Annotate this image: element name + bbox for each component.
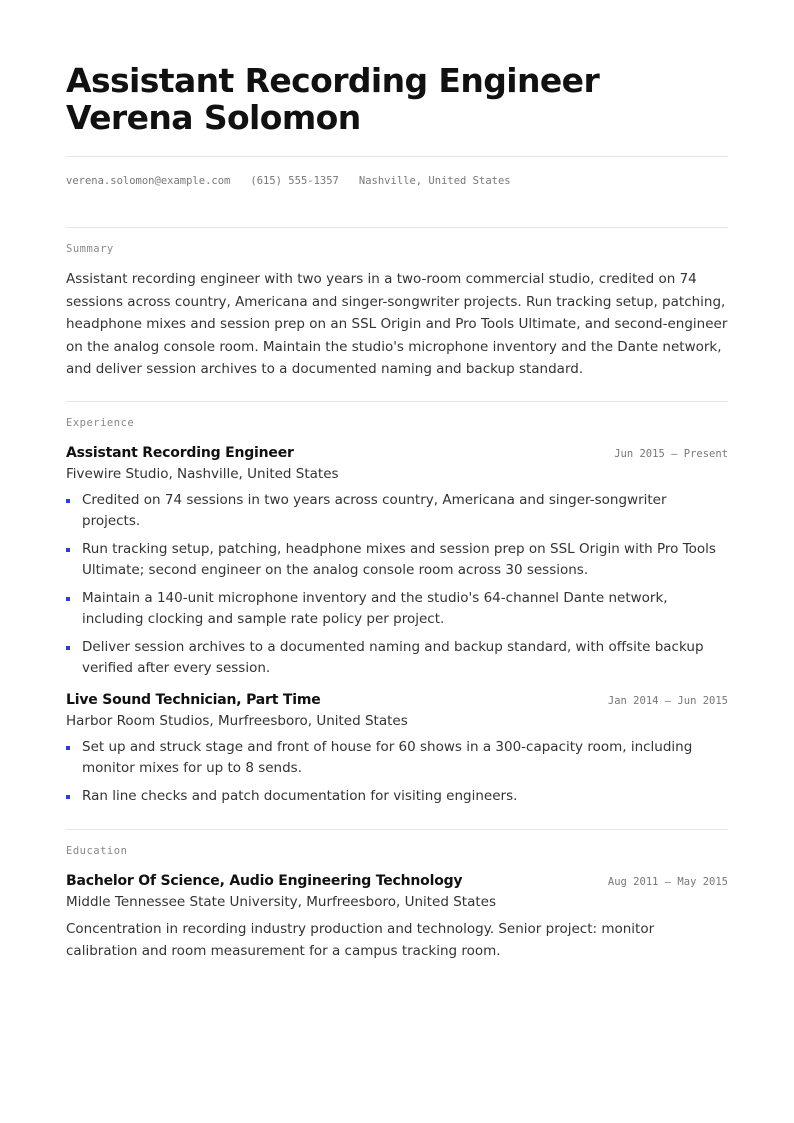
- education-entry: [66, 873, 728, 962]
- bullet-text: Ran line checks and patch documentation for visiting engineers.: [82, 787, 518, 804]
- experience-section: [66, 417, 728, 808]
- bullet-item: [66, 539, 728, 582]
- bullet-text: Deliver session archives to a documented naming and backup standard, with offsite backup verified after every session.: [82, 638, 704, 676]
- divider: [66, 227, 728, 228]
- job-employer: Fivewire Studio, Nashville, United States: [66, 465, 339, 482]
- bullet-item: [66, 737, 728, 780]
- job-header: [66, 692, 728, 708]
- bullet-marker-icon: [66, 746, 70, 750]
- bullet-text: Run tracking setup, patching, headphone mixes and session prep on SSL Origin with Pro Tools Ultimate; second engineer on the analog console room across 30 sessions.: [82, 540, 716, 578]
- page-title: Assistant Recording Engineer Verena Solomon: [66, 61, 600, 137]
- bullet-text: Maintain a 140-unit microphone inventory and the studio's 64-channel Dante network, including clocking and sample rate policy per project.: [82, 589, 668, 627]
- contact-phone[interactable]: (615) 555-1357: [250, 175, 339, 187]
- bullet-marker-icon: [66, 597, 70, 601]
- divider: [66, 829, 728, 830]
- summary-section: [66, 243, 728, 381]
- job-dates: Jun 2015 — Present: [614, 447, 728, 460]
- job-entry: [66, 692, 728, 808]
- section-label-education: Education: [66, 845, 128, 857]
- contact-location: Nashville, United States: [358, 175, 511, 187]
- job-entry: [66, 445, 728, 680]
- degree-title: Bachelor Of Science, Audio Engineering Technology: [66, 873, 463, 889]
- section-label-summary: Summary: [66, 243, 114, 255]
- bullet-marker-icon: [66, 795, 70, 799]
- bullet-item: [66, 588, 728, 631]
- job-title: Live Sound Technician, Part Time: [66, 691, 321, 708]
- bullet-marker-icon: [66, 646, 70, 650]
- bullet-marker-icon: [66, 548, 70, 552]
- contact-line: [66, 157, 728, 205]
- education-dates: Aug 2011 — May 2015: [607, 876, 728, 888]
- bullet-item: [66, 490, 728, 533]
- education-header: [66, 873, 728, 889]
- summary-text: Assistant recording engineer with two years in a two-room commercial studio, credited on 74 sessions across country, Americana and singer-songwriter projects. Run tracking setup, patching, headphone mixes and session prep on an SSL Origin and Pro Tools Ultimate, and second-engineer on the analog console room. Maintain the studio's microphone inventory and the Dante network, and deliver session archives to a documented naming and backup standard.: [66, 271, 728, 377]
- job-dates: Jan 2014 — Jun 2015: [607, 694, 728, 707]
- bullet-item: [66, 637, 728, 680]
- divider: [66, 401, 728, 402]
- job-title: Assistant Recording Engineer: [66, 444, 294, 461]
- education-section: [66, 845, 728, 962]
- bullet-marker-icon: [66, 499, 70, 503]
- job-employer: Harbor Room Studios, Murfreesboro, United States: [66, 712, 408, 729]
- job-bullets: [66, 737, 728, 808]
- bullet-text: Set up and struck stage and front of house for 60 shows in a 300-capacity room, including monitor mixes for up to 8 sends.: [82, 738, 693, 776]
- education-note: Concentration in recording industry production and technology. Senior project: monitor calibration and room measurement for a campus tracking room.: [66, 921, 655, 959]
- job-header: [66, 445, 728, 461]
- bullet-text: Credited on 74 sessions in two years across country, Americana and singer-songwriter projects.: [82, 491, 667, 529]
- education-institution: Middle Tennessee State University, Murfreesboro, United States: [66, 894, 496, 910]
- job-bullets: [66, 490, 728, 680]
- contact-email[interactable]: verena.solomon@example.com: [66, 175, 231, 187]
- section-label-experience: Experience: [66, 416, 135, 429]
- bullet-item: [66, 786, 728, 808]
